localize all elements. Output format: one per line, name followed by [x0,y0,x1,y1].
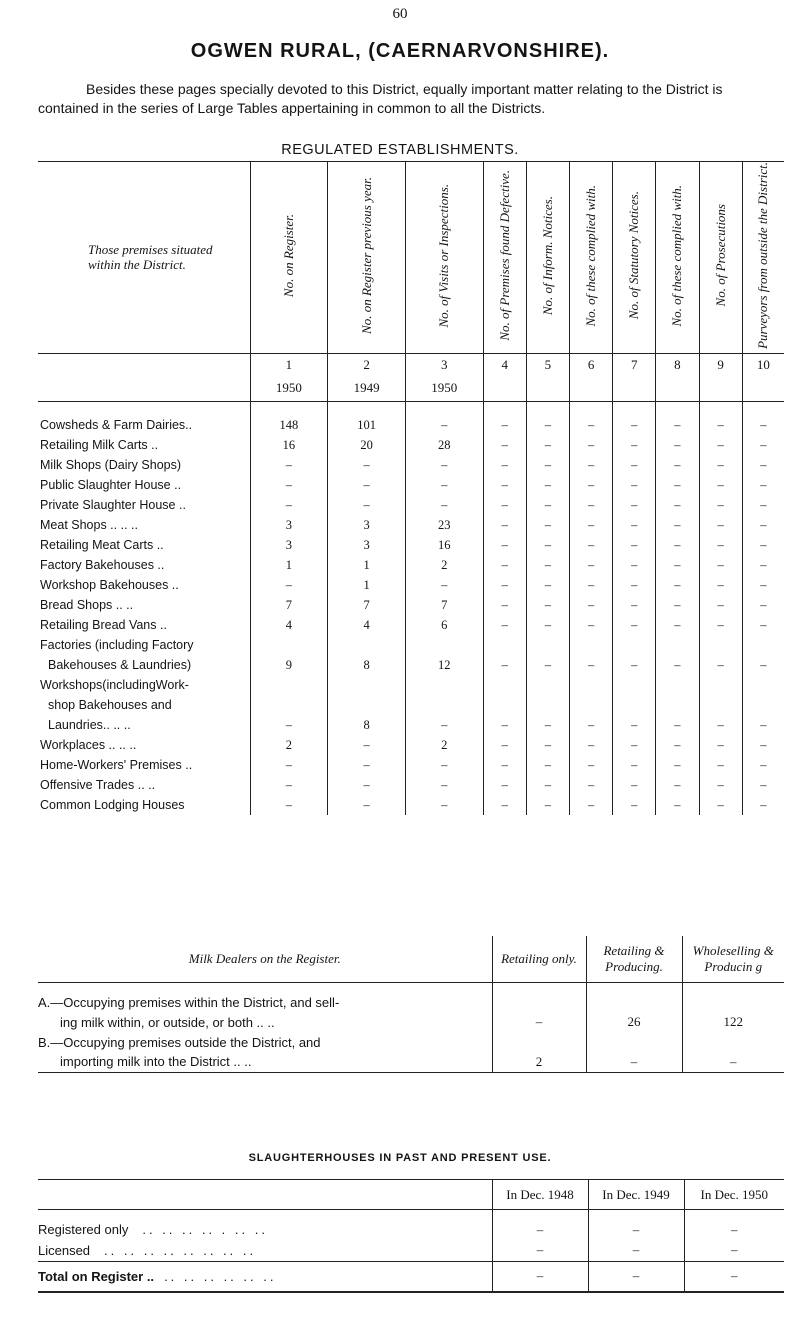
row-label: Workplaces .. .. .. [40,738,137,753]
table-row: Registered only .. .. .. .. . .. .. – – – [38,1220,784,1240]
cell-value: – [483,435,526,455]
col-number: 6 [570,353,613,375]
col-header-10: Purveyors from outside the District. [755,162,771,349]
table-row [38,475,784,495]
regulated-establishments-table [38,161,784,815]
cell-value: – [405,775,483,795]
cell-value: – [656,495,699,515]
col-year-row [38,375,784,401]
cell-value: – [483,715,526,735]
col-number: 1 [250,353,328,375]
cell-value: – [570,535,613,555]
cell-value: 6 [405,615,483,635]
cell-value: – [699,595,742,615]
cell-value: 4 [328,615,406,635]
milk-value: – [682,1052,784,1072]
cell-value: – [656,715,699,735]
table-row [38,535,784,555]
cell-value: – [328,775,406,795]
cell-value: – [405,755,483,775]
cell-value: – [570,615,613,635]
cell-value: – [742,735,784,755]
cell-value: – [570,575,613,595]
cell-value: – [483,495,526,515]
cell-value: – [570,775,613,795]
cell-value: – [613,455,656,475]
cell-value: – [699,795,742,815]
cell-value: – [742,455,784,475]
row-label: Factory Bakehouses .. [40,558,165,573]
cell-value: – [699,475,742,495]
cell-value: – [613,755,656,775]
cell-value: 8 [328,715,406,735]
milk-value: 26 [586,1012,682,1032]
slaughter-col: In Dec. 1948 [492,1180,588,1210]
cell-value: – [699,495,742,515]
cell-value: – [250,575,328,595]
cell-value: – [526,755,569,775]
col-header-1: No. on Register. [280,213,296,297]
slaughter-col: In Dec. 1949 [588,1180,684,1210]
cell-value: – [250,495,328,515]
table-row [38,795,784,815]
cell-value: – [250,795,328,815]
header-row [38,162,784,354]
cell-value: – [613,775,656,795]
cell-value: – [526,455,569,475]
cell-value: – [526,435,569,455]
table-row [38,555,784,575]
cell-value: – [742,515,784,535]
cell-value: – [699,575,742,595]
cell-value: – [483,735,526,755]
cell-value: 7 [328,595,406,615]
cell-value: – [570,795,613,815]
cell-value: 2 [405,555,483,575]
cell-value: 16 [250,435,328,455]
cell-value: – [742,595,784,615]
row-label: Factories (including Factory [40,638,194,653]
table-row [38,595,784,615]
table-row [38,435,784,455]
cell-value: – [656,795,699,815]
cell-value: – [613,735,656,755]
cell-value: – [483,655,526,675]
cell-value: – [483,795,526,815]
cell-value: 3 [250,535,328,555]
col-number: 8 [656,353,699,375]
slaughter-value: – [588,1262,684,1292]
row-label: Bakehouses & Laundries) [48,658,192,673]
cell-value: 3 [328,515,406,535]
cell-value: – [656,435,699,455]
cell-value: – [405,575,483,595]
slaughter-value: – [492,1240,588,1262]
cell-value: – [613,715,656,735]
milk-col-wholesale: Wholeselling & Producin g [682,936,784,982]
row-label: Common Lodging Houses [40,798,185,813]
cell-value: – [613,795,656,815]
cell-value: – [405,415,483,435]
page-title: OGWEN RURAL, (CAERNARVONSHIRE). [190,40,610,62]
cell-value: – [656,535,699,555]
table-row [38,615,784,635]
cell-value: – [742,535,784,555]
cell-value: – [656,755,699,775]
cell-value: – [613,495,656,515]
milk-value: – [586,1052,682,1072]
cell-value: – [570,415,613,435]
col-year: 1950 [405,375,483,401]
col-header-3: No. of Visits or Inspections. [436,183,452,328]
cell-value: – [328,755,406,775]
cell-value: – [613,435,656,455]
milk-value: – [492,1012,586,1032]
cell-value: – [613,595,656,615]
col-number-row [38,353,784,375]
cell-value: – [483,575,526,595]
cell-value: – [328,475,406,495]
cell-value: – [742,555,784,575]
row-label: Licensed [38,1242,91,1258]
cell-value: – [250,775,328,795]
table-row [38,495,784,515]
cell-value: – [699,435,742,455]
cell-value: – [613,415,656,435]
table-row [38,735,784,755]
row-label: Private Slaughter House .. [40,498,186,513]
col-number: 4 [483,353,526,375]
milk-col-retailing-producing: Retailing & Producing. [586,936,682,982]
cell-value: – [613,555,656,575]
col-year: 1949 [328,375,406,401]
cell-value: – [405,495,483,515]
row-label: Meat Shops .. .. .. [40,518,138,533]
cell-value: – [699,755,742,775]
col-number: 3 [405,353,483,375]
cell-value: 3 [250,515,328,535]
col-header-7: No. of Statutory Notices. [626,191,642,320]
slaughterhouses-table [38,1179,784,1293]
row-label: Milk Shops (Dairy Shops) [40,458,182,473]
cell-value: – [742,435,784,455]
cell-value: – [656,775,699,795]
col-header-6: No. of these complied with. [583,184,599,327]
row-label: Retailing Milk Carts .. [40,438,159,453]
cell-value: 2 [405,735,483,755]
milk-row-a-label: A.—Occupying premises within the District, and sell- [38,994,340,1010]
cell-value: – [699,555,742,575]
cell-value: – [699,455,742,475]
cell-value: – [613,655,656,675]
cell-value: – [483,595,526,615]
cell-value: – [699,775,742,795]
cell-value: 2 [250,735,328,755]
row-label: Retailing Bread Vans .. [40,618,167,633]
row-label: Offensive Trades .. .. [40,778,156,793]
slaughterhouses-title: SLAUGHTERHOUSES IN PAST AND PRESENT USE. [248,1152,552,1164]
cell-value: – [483,515,526,535]
slaughter-value: – [684,1240,784,1262]
cell-value: – [742,775,784,795]
cell-value: – [250,475,328,495]
cell-value: – [742,715,784,735]
cell-value: – [483,475,526,495]
col-year: 1950 [250,375,328,401]
table-row [38,775,784,795]
cell-value: – [613,515,656,535]
cell-value: – [570,735,613,755]
row-label: Workshop Bakehouses .. [40,578,179,593]
col-number: 5 [526,353,569,375]
table-row: Licensed .. .. .. .. .. .. .. .. – – – [38,1240,784,1262]
row-label: Laundries.. .. .. [48,718,131,733]
milk-row-b-label: B.—Occupying premises outside the District, and [38,1034,321,1050]
cell-value: – [483,415,526,435]
slaughter-value: – [588,1220,684,1240]
cell-value: – [742,415,784,435]
cell-value: 4 [250,615,328,635]
cell-value: – [526,575,569,595]
col-number: 2 [328,353,406,375]
table-row [38,695,784,715]
cell-value: – [656,735,699,755]
cell-value: – [570,515,613,535]
cell-value: – [656,555,699,575]
slaughter-col: In Dec. 1950 [684,1180,784,1210]
cell-value: – [405,455,483,475]
cell-value: – [483,555,526,575]
cell-value: – [656,595,699,615]
cell-value: – [526,615,569,635]
cell-value: – [526,515,569,535]
milk-value: 122 [682,1012,784,1032]
cell-value: 7 [405,595,483,615]
milk-dealers-table [38,936,784,1073]
slaughter-value: – [492,1262,588,1292]
cell-value: – [526,555,569,575]
cell-value: – [328,495,406,515]
cell-value: 8 [328,655,406,675]
slaughter-value: – [588,1240,684,1262]
cell-value: – [656,655,699,675]
cell-value: – [250,715,328,735]
cell-value: – [656,455,699,475]
cell-value: 28 [405,435,483,455]
col-number: 9 [699,353,742,375]
col-header-2: No. on Register previous year. [358,176,374,334]
cell-value: – [699,735,742,755]
cell-value: – [656,415,699,435]
cell-value: – [526,415,569,435]
cell-value: – [613,615,656,635]
cell-value: – [526,715,569,735]
row-label: Home-Workers' Premises .. [40,758,193,773]
row-label: Public Slaughter House .. [40,478,182,493]
cell-value: 148 [250,415,328,435]
cell-value: – [699,615,742,635]
table-row [38,455,784,475]
milk-heading: Milk Dealers on the Register. [188,950,341,966]
cell-value: – [656,515,699,535]
table-row [38,635,784,655]
cell-value: 9 [250,655,328,675]
cell-value: 20 [328,435,406,455]
intro-paragraph: Besides these pages specially devoted to this District, equally important matter relating to the District is contained in the series of Large Tables appertaining in common to all the Districts. [38,81,723,116]
cell-value: – [570,655,613,675]
col-header-4: No. of Premises found Defective. [496,170,512,341]
cell-value: – [570,555,613,575]
cell-value: 23 [405,515,483,535]
cell-value: – [250,755,328,775]
cell-value: – [405,715,483,735]
row-label: Retailing Meat Carts .. [40,538,164,553]
table-row [38,675,784,695]
cell-value: 1 [328,575,406,595]
cell-value: – [742,795,784,815]
cell-value: – [742,475,784,495]
col-header-8: No. of these complied with. [669,184,685,327]
cell-value: – [656,615,699,635]
cell-value: 3 [328,535,406,555]
col-header-9: No. of Prosecutions [712,204,728,307]
cell-value: – [742,755,784,775]
cell-value: – [483,455,526,475]
page-number: 60 [392,6,408,22]
cell-value: – [526,655,569,675]
cell-value: – [328,795,406,815]
cell-value: – [742,655,784,675]
cell-value: 1 [250,555,328,575]
cell-value: – [613,535,656,555]
cell-value: – [526,495,569,515]
cell-value: – [483,535,526,555]
cell-value: – [526,475,569,495]
corner-header: Those premises situated within the District. [38,162,250,354]
cell-value: – [570,595,613,615]
section-title: REGULATED ESTABLISHMENTS. [281,142,519,158]
cell-value: – [328,455,406,475]
cell-value: – [570,455,613,475]
cell-value: – [656,575,699,595]
milk-col-retailing: Retailing only. [492,936,586,982]
table-row [38,755,784,775]
table-row [38,415,784,435]
total-label: Total on Register .. [38,1268,155,1284]
cell-value: – [570,435,613,455]
row-label: shop Bakehouses and [48,698,172,713]
cell-value: 101 [328,415,406,435]
cell-value: 16 [405,535,483,555]
milk-row-b-label: importing milk into the District .. .. [60,1054,252,1070]
table-row [38,655,784,675]
cell-value: – [699,415,742,435]
cell-value: – [613,575,656,595]
cell-value: – [570,495,613,515]
cell-value: – [699,515,742,535]
table-row [38,715,784,735]
cell-value: – [483,755,526,775]
cell-value: 12 [405,655,483,675]
col-number: 7 [613,353,656,375]
milk-value: 2 [492,1052,586,1072]
cell-value: – [405,795,483,815]
milk-row-a-label: ing milk within, or outside, or both .. .. [60,1014,275,1030]
cell-value: – [613,475,656,495]
cell-value: – [742,495,784,515]
cell-value: – [742,615,784,635]
slaughter-value: – [492,1220,588,1240]
cell-value: – [483,615,526,635]
row-label: Bread Shops .. .. [40,598,134,613]
slaughter-value: – [684,1262,784,1292]
cell-value: – [526,775,569,795]
table-row [38,515,784,535]
cell-value: – [250,455,328,475]
cell-value: 7 [250,595,328,615]
cell-value: – [570,715,613,735]
cell-value: – [526,535,569,555]
col-header-5: No. of Inform. Notices. [539,195,555,316]
cell-value: – [656,475,699,495]
row-label: Workshops(includingWork- [40,678,189,693]
cell-value: – [526,595,569,615]
cell-value: – [570,755,613,775]
row-label: Registered only [38,1222,129,1237]
cell-value: – [742,575,784,595]
cell-value: – [483,775,526,795]
total-row: Total on Register .. .. .. .. .. .. .. – – – [38,1262,784,1292]
cell-value: – [526,795,569,815]
table-row [38,575,784,595]
cell-value: – [526,735,569,755]
slaughter-value: – [684,1220,784,1240]
col-number: 10 [742,353,784,375]
cell-value: 1 [328,555,406,575]
cell-value: – [405,475,483,495]
row-label: Cowsheds & Farm Dairies.. [40,418,193,433]
cell-value: – [699,655,742,675]
cell-value: – [699,535,742,555]
cell-value: – [570,475,613,495]
cell-value: – [328,735,406,755]
cell-value: – [699,715,742,735]
